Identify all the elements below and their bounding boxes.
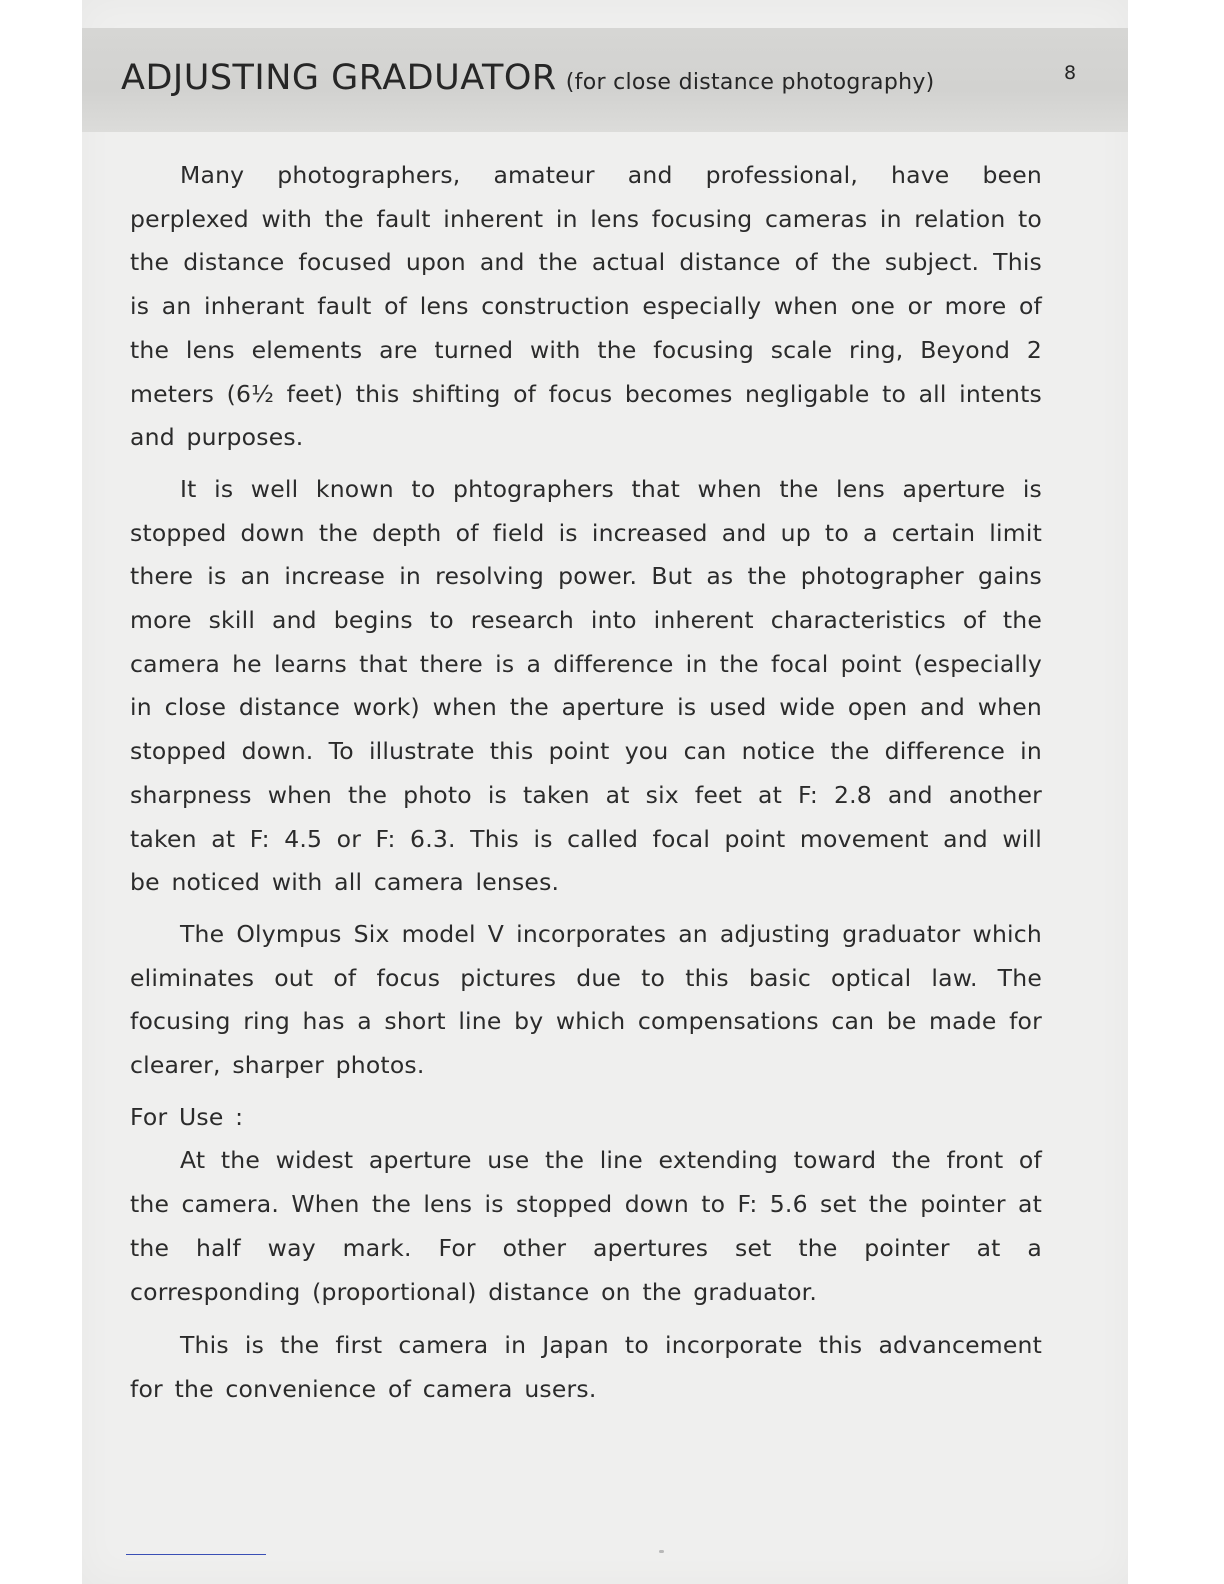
paragraph-olympus-six: The Olympus Six model V incorporates an adjusting graduator which eliminates out of focus pictures due to this basic optical law. The focusing ring has a short line by which compensations can be made for clearer, sharper photos.: [130, 919, 1042, 1080]
paragraph-intro: Many photographers, amateur and professional, have been perplexed with the fault inherent in lens focusing cameras in relation to the distance focused upon and the actual distance of the subject. This is an inherant fault of lens construction especially when one or more of the lens elements are turned with the focusing scale ring, Beyond 2 meters (6½ feet) this shifting of focus becomes negligable to all intents and purposes.: [130, 161, 1042, 452]
title-main: ADJUSTING GRADUATOR: [121, 58, 557, 98]
paragraph-focal-point: It is well known to phtographers that when the lens aperture is stopped down the depth of field is increased and up to a certain limit there is an increase in resolving power. But as the photographer gains more skill and begins to research into inherent characteristics of the camera he learns that there is a difference in the focal point (especially in close distance work) when the aperture is used wide open and when stopped down. To illustrate this point you can notice the difference in sharpness when the photo is taken at six feet at F: 2.8 and another taken at F: 4.5 or F: 6.3. This is called focal point movement and will be noticed with all camera lenses.: [130, 474, 1042, 897]
for-use-instructions: At the widest aperture use the line extending toward the front of the camera. When the lens is stopped down to F: 5.6 set the pointer at the half way mark. For other apertures set the pointer at a corresponding (proportional) distance on the graduator.: [130, 1146, 1042, 1306]
paragraph-closing: This is the first camera in Japan to incorporate this advancement for the convenience of camera users.: [130, 1331, 1042, 1403]
page-title: [121, 58, 1081, 98]
for-use-heading: For Use :: [130, 1102, 244, 1131]
scan-speck: [659, 1550, 664, 1553]
body-text: [130, 154, 1042, 1420]
title-subtitle: (for close distance photography): [565, 70, 935, 95]
page-number: 8: [1064, 62, 1077, 84]
footnote-rule: [126, 1554, 266, 1555]
